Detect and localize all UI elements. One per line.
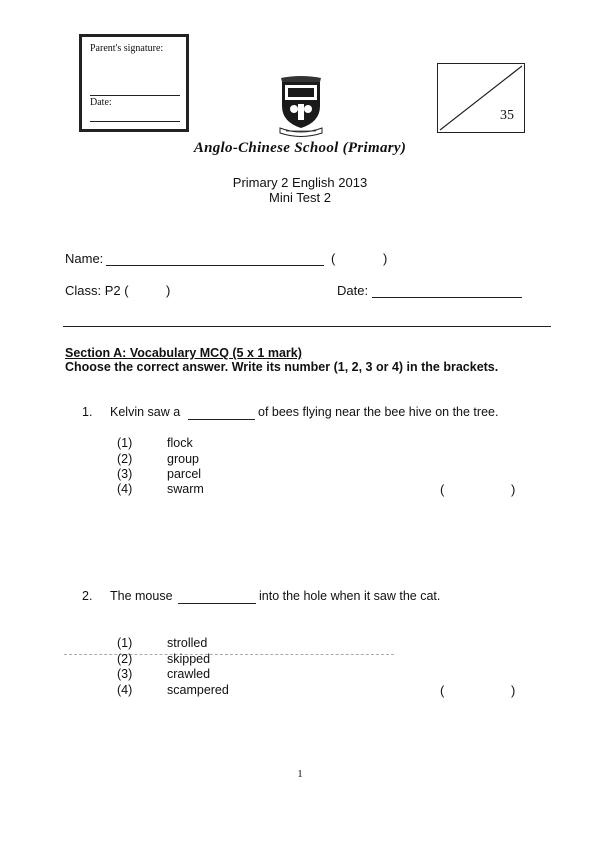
option-text: flock [167,436,193,450]
option-text: strolled [167,636,208,650]
school-name: Anglo-Chinese School (Primary) [193,140,407,156]
header-divider [63,326,551,327]
answer-field[interactable] [450,681,505,699]
question-text-before: Kelvin saw a [110,405,181,419]
answer-bracket-close: ) [511,482,516,497]
section-title: Section A: Vocabulary MCQ (5 x 1 mark) [65,346,302,360]
question-text-after: into the hole when it saw the cat. [259,589,441,603]
option-number: (1) [117,636,133,650]
date-field[interactable] [372,297,522,298]
option-number: (1) [117,436,133,450]
question-blank[interactable] [178,603,256,604]
school-crest-logo [276,76,326,138]
signature-line[interactable] [90,95,180,96]
answer-bracket-close: ) [511,683,516,698]
option-number: (2) [117,652,133,666]
question-text-before: The mouse [110,589,173,603]
option-number: (2) [117,452,133,466]
score-box [437,63,525,133]
signature-date-label: Date: [90,97,112,108]
option-number: (3) [117,467,133,481]
option-text: group [167,452,199,466]
option-text: crawled [167,667,211,681]
question-number: 1. [82,405,93,419]
question-text-after: of bees flying near the bee hive on the tree. [258,405,499,419]
date-label: Date: [337,283,369,298]
name-field[interactable] [106,265,324,266]
question-number: 2. [82,589,93,603]
option-number: (3) [117,667,133,681]
option-text: swarm [167,482,204,496]
option-number: (4) [117,482,133,496]
section-instruction: Choose the correct answer. Write its number (1, 2, 3 or 4) in the brackets. [65,360,499,374]
answer-bracket-open: ( [440,482,445,497]
exam-subtitle: Mini Test 2 [269,190,331,205]
signature-date-line[interactable] [90,121,180,122]
question-blank[interactable] [188,419,255,420]
register-number-close: ) [383,251,388,266]
page-number: 1 [297,768,303,780]
option-text: skipped [167,652,211,666]
exam-title: Primary 2 English 2013 [232,175,368,190]
scan-artifact-line [64,654,394,655]
class-paren-close: ) [166,283,171,298]
class-label: Class: P2 ( [65,283,129,298]
option-text: scampered [167,683,229,697]
parent-signature-label: Parent's signature: [90,43,164,54]
parent-signature-box [79,34,189,132]
option-number: (4) [117,683,133,697]
score-value: 35 [500,108,514,123]
register-number-open: ( [331,251,336,266]
answer-field[interactable] [450,480,505,498]
name-label: Name: [65,251,104,266]
answer-bracket-open: ( [440,683,445,698]
option-text: parcel [167,467,202,481]
